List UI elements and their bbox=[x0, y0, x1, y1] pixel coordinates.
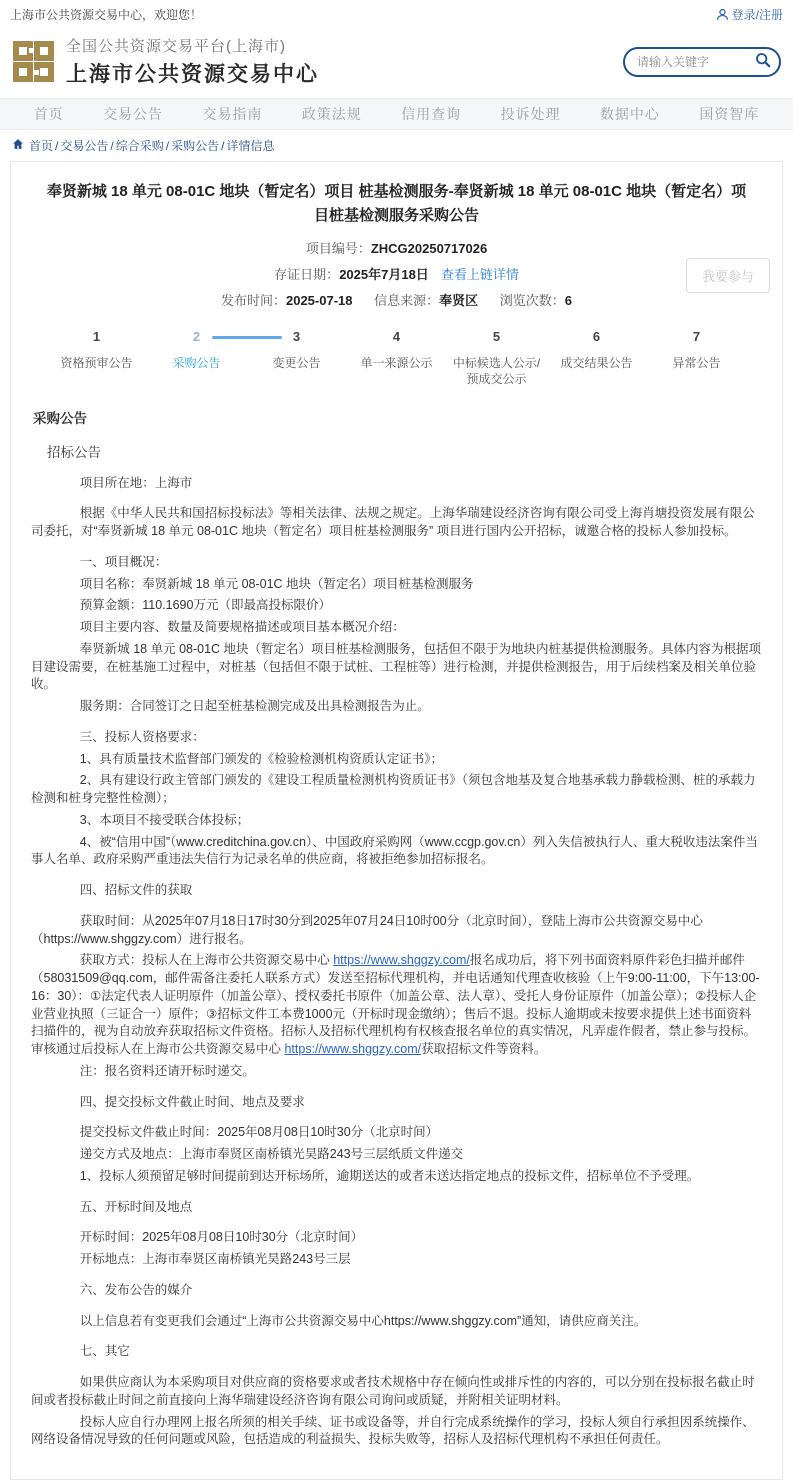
text-run: 报名成功后，将下列书面资料原件彩色扫描并邮件（58031509@qq.com，邮件需备注委托人联系方式）发送至招标代理机构，并电话通知代理查收核验（上午9:00-11:00，下午13:00-16：30）：①法定代表人证明原件（加盖公章）、授权委托书原件（加盖公章、法人章）、受托人身份证原件（加盖公章）；②投标人企业营业执照（三证合一）原件；③招标文件工本费1000元（开标时现金缴纳）；售后不退。投标人逾期或未按要求提供上述书面资料扫描件的，视为自动放弃获取招标文件资格。招标人及招标代理机构有权核查报名单位的真实情况，凡弄虚作假者，禁止参与投标。审核通过后投标人在上海市公共资源交易中心 bbox=[31, 953, 760, 1057]
text-run: 提交投标文件截止时间：2025年08月08日10时30分（北京时间） bbox=[79, 1125, 439, 1140]
text-run: 根据《中华人民共和国招标投标法》等相关法律、法规之规定。上海华瑞建设经济咨询有限公司受上海肖塘投资发展有限公司委托，对“奉贤新城 18 单元 08-01C 地块（暂定名）项目桩基检测服务” 项目进行国内公开招标，诚邀合格的投标人参加投标。 bbox=[31, 506, 755, 539]
text-run: 1、投标人须预留足够时间提前到达开标场所，逾期送达的或者未送达指定地点的投标文件，招标单位不予受理。 bbox=[79, 1168, 700, 1183]
body-paragraph bbox=[31, 619, 762, 637]
announcement-detail bbox=[10, 161, 783, 1480]
body-paragraph bbox=[31, 1063, 762, 1081]
step-label: 成交结果公告 bbox=[560, 356, 633, 370]
step-7[interactable] bbox=[647, 329, 747, 387]
breadcrumb-item: 详情信息 bbox=[226, 139, 275, 153]
project-number-label: 项目编号： bbox=[305, 241, 371, 256]
body-heading bbox=[33, 409, 762, 428]
body-paragraph bbox=[31, 882, 762, 900]
body-paragraph bbox=[31, 1199, 762, 1217]
body-paragraph bbox=[31, 505, 762, 541]
views-value: 6 bbox=[564, 293, 573, 308]
step-number: 4 bbox=[392, 329, 401, 344]
nav-item-4[interactable]: 政策法规 bbox=[301, 106, 362, 122]
body-paragraph bbox=[31, 1282, 762, 1300]
cert-date-label: 存证日期： bbox=[274, 267, 340, 282]
text-run: 四、提交投标文件截止时间、地点及要求 bbox=[79, 1094, 305, 1109]
breadcrumb-item[interactable]: 交易公告 bbox=[60, 139, 109, 153]
text-run: 六、发布公告的媒介 bbox=[79, 1282, 193, 1297]
text-run: 奉贤新城 18 单元 08-01C 地块（暂定名）项目桩基检测服务，包括但不限于为地块内桩基提供检测服务。具体内容为根据项目建设需要，在桩基施工过程中，对桩基（包括但不限于试桩、工程桩等）进行检测，并提供检测报告，用于后续档案及相关单位验收。 bbox=[31, 641, 762, 692]
cert-date-value: 2025年7月18日 bbox=[339, 267, 429, 282]
text-run: 以上信息若有变更我们会通过“上海市公共资源交易中心https://www.shggzy.com”通知，请供应商关注。 bbox=[79, 1313, 647, 1328]
step-number: 7 bbox=[692, 329, 701, 344]
breadcrumb-separator: / bbox=[110, 139, 114, 153]
search-button[interactable] bbox=[755, 52, 771, 71]
step-label: 单一来源公示 bbox=[360, 356, 433, 370]
source-label: 信息来源： bbox=[374, 293, 440, 308]
text-run: 1、具有质量技术监督部门颁发的《检验检测机构资质认定证书》； bbox=[79, 751, 443, 766]
search-input[interactable] bbox=[637, 55, 755, 69]
text-run: 一、项目概况： bbox=[79, 554, 168, 569]
user-icon bbox=[716, 8, 729, 21]
step-label: 异常公告 bbox=[672, 356, 721, 370]
text-run: 如果供应商认为本采购项目对供应商的资格要求或者技术规格中存在倾向性或排斥性的内容的，可以分别在投标报名截止时间或者投标截止时间之前直接向上海华瑞建设经济咨询有限公司询问或质疑，并附相关证明材料。 bbox=[31, 1375, 755, 1407]
views-label: 浏览次数： bbox=[499, 293, 565, 308]
step-4[interactable] bbox=[347, 329, 447, 387]
text-run: 项目主要内容、数量及简要规格描述或项目基本概况介绍： bbox=[79, 620, 405, 635]
step-number: 5 bbox=[492, 329, 501, 344]
text-run: 预算金额：110.1690万元（即最高投标限价） bbox=[79, 598, 331, 613]
step-1[interactable] bbox=[47, 329, 147, 387]
text-run: 获取方式：投标人在上海市公共资源交易中心 bbox=[79, 953, 334, 968]
step-6[interactable] bbox=[547, 329, 647, 387]
login-register-link[interactable] bbox=[716, 6, 783, 23]
step-label: 中标候选人公示/预成交公示 bbox=[452, 356, 541, 387]
body-paragraph bbox=[31, 1343, 762, 1361]
breadcrumb-item[interactable]: 首页 bbox=[29, 139, 54, 153]
publish-time-value: 2025-07-18 bbox=[285, 293, 353, 308]
breadcrumb-separator: / bbox=[165, 139, 170, 153]
topbar bbox=[0, 0, 793, 27]
nav-item-1[interactable]: 首页 bbox=[33, 106, 64, 122]
text-run: 注：报名资料还请开标时递交。 bbox=[79, 1063, 255, 1078]
body-paragraph bbox=[31, 597, 762, 615]
nav-item-2[interactable]: 交易公告 bbox=[103, 106, 164, 122]
inline-link[interactable]: https://www.shggzy.com/ bbox=[284, 1042, 422, 1057]
step-label: 采购公告 bbox=[172, 356, 221, 370]
site-logo-icon bbox=[12, 40, 56, 84]
body-paragraph bbox=[31, 772, 762, 808]
welcome-text: 上海市公共资源交易中心，欢迎您！ bbox=[10, 8, 203, 22]
body-paragraph bbox=[31, 812, 762, 830]
body-paragraph bbox=[31, 698, 762, 716]
body-heading bbox=[47, 443, 762, 462]
home-icon bbox=[12, 138, 27, 153]
publish-info-line bbox=[11, 290, 782, 309]
step-5[interactable] bbox=[447, 329, 547, 387]
search-box bbox=[623, 47, 781, 77]
page-title: 奉贤新城 18 单元 08-01C 地块（暂定名）项目 桩基检测服务-奉贤新城 18 单元 08-01C 地块（暂定名）项目桩基检测服务采购公告 bbox=[46, 183, 747, 224]
text-run: 获取时间：从2025年07月18日17时30分到2025年07月24日10时00分（北京时间），登陆上海市公共资源交易中心（https://www.shggzy.com）进行报名。 bbox=[31, 913, 703, 946]
body-paragraph bbox=[31, 1374, 762, 1410]
text-run: 项目名称：奉贤新城 18 单元 08-01C 地块（暂定名）项目桩基检测服务 bbox=[79, 576, 474, 591]
body-paragraph bbox=[31, 554, 762, 572]
brand bbox=[12, 35, 319, 88]
publish-time-label: 发布时间： bbox=[220, 293, 286, 308]
step-label: 变更公告 bbox=[272, 356, 321, 370]
participate-button[interactable]: 我要参与 bbox=[686, 258, 770, 293]
breadcrumb-item[interactable]: 综合采购 bbox=[115, 139, 164, 153]
nav-item-5[interactable]: 信用查询 bbox=[401, 106, 462, 122]
breadcrumb-separator: / bbox=[55, 139, 59, 153]
text-run: 投标人应自行办理网上报名所须的相关手续、证书或设备等，并自行完成系统操作的学习，投标人须自行承担因系统操作、网络设备情况导致的任何问题或风险，包括造成的利益损失、投标失败等，招标人及招标代理机构不承担任何责任。 bbox=[31, 1414, 755, 1447]
brand-text bbox=[66, 35, 319, 88]
text-run: 项目所在地：上海市 bbox=[79, 475, 193, 490]
text-run: 2、具有建设行政主管部门颁发的《建设工程质量检测机构资质证书》（须包含地基及复合地基承载力静载检测、桩的承载力检测和桩身完整性检测）； bbox=[31, 773, 756, 806]
text-run: 获取招标文件等资料。 bbox=[421, 1042, 547, 1057]
body-paragraph bbox=[31, 641, 762, 694]
text-run: 3、本项目不接受联合体投标； bbox=[79, 812, 250, 827]
body-paragraph bbox=[31, 751, 762, 769]
text-run: 四、招标文件的获取 bbox=[79, 883, 193, 898]
body-paragraph bbox=[31, 1146, 762, 1164]
text-run: 开标时间：2025年08月08日10时30分（北京时间） bbox=[79, 1230, 364, 1245]
search-icon bbox=[755, 52, 771, 71]
steps bbox=[47, 329, 747, 387]
step-number: 3 bbox=[292, 329, 301, 344]
text-run: 五、开标时间及地点 bbox=[79, 1199, 193, 1214]
project-number-line bbox=[11, 238, 782, 257]
step-2[interactable] bbox=[147, 329, 247, 387]
view-chain-link[interactable]: 查看上链详情 bbox=[440, 267, 519, 282]
text-run: 开标地点：上海市奉贤区南桥镇光昊路243号三层 bbox=[79, 1252, 351, 1267]
breadcrumb-separator: / bbox=[221, 139, 225, 153]
text-run: 招标公告 bbox=[47, 444, 101, 460]
step-number: 1 bbox=[92, 329, 101, 344]
text-run: 4、被“信用中国”（www.creditchina.gov.cn）、中国政府采购网（www.ccgp.gov.cn）列入失信被执行人、重大税收违法案件当事人名单、政府采购严重违法失信行为记录名单的供应商，将被拒绝参加招标报名。 bbox=[31, 834, 758, 867]
body-paragraph bbox=[31, 1124, 762, 1142]
step-number: 2 bbox=[192, 329, 201, 344]
body-paragraph bbox=[31, 576, 762, 594]
breadcrumb-list bbox=[29, 137, 274, 154]
announcement-body bbox=[11, 393, 782, 1463]
body-paragraph bbox=[31, 1229, 762, 1247]
nav-item-7[interactable]: 数据中心 bbox=[599, 106, 660, 122]
step-number: 6 bbox=[592, 329, 601, 344]
platform-name: 全国公共资源交易平台(上海市) bbox=[66, 38, 286, 55]
body-paragraph bbox=[31, 834, 762, 870]
body-paragraph bbox=[31, 952, 762, 1059]
nav-item-3[interactable]: 交易指南 bbox=[202, 106, 263, 122]
main-nav bbox=[0, 98, 793, 130]
body-paragraph bbox=[31, 475, 762, 493]
cert-date-line bbox=[11, 264, 782, 283]
body-paragraph bbox=[31, 1094, 762, 1112]
breadcrumb-item[interactable]: 采购公告 bbox=[171, 139, 220, 153]
text-run: 采购公告 bbox=[33, 411, 87, 427]
text-run: 七、其它 bbox=[79, 1344, 130, 1359]
breadcrumb bbox=[0, 130, 793, 159]
login-register-label: 登录/注册 bbox=[731, 8, 783, 22]
text-run: 服务期：合同签订之日起至桩基检测完成及出具检测报告为止。 bbox=[79, 699, 430, 714]
step-3[interactable] bbox=[247, 329, 347, 387]
body-paragraph bbox=[31, 1313, 762, 1331]
inline-link[interactable]: https://www.shggzy.com/ bbox=[333, 953, 470, 968]
text-run: 递交方式及地点：上海市奉贤区南桥镇光昊路243号三层纸质文件递交 bbox=[79, 1147, 464, 1162]
site-name: 上海市公共资源交易中心 bbox=[66, 63, 319, 86]
body-paragraph bbox=[31, 1414, 762, 1450]
project-number-value: ZHCG20250717026 bbox=[370, 241, 488, 256]
nav-item-6[interactable]: 投诉处理 bbox=[500, 106, 561, 122]
body-paragraph bbox=[31, 913, 762, 949]
body-paragraph bbox=[31, 729, 762, 747]
text-run: 三、投标人资格要求： bbox=[79, 729, 205, 744]
step-label: 资格预审公告 bbox=[60, 356, 133, 370]
body-paragraph bbox=[31, 1168, 762, 1186]
source-value: 奉贤区 bbox=[439, 293, 479, 308]
body-paragraph bbox=[31, 1251, 762, 1269]
nav-item-8[interactable]: 国资智库 bbox=[699, 106, 760, 122]
site-header bbox=[0, 27, 793, 98]
